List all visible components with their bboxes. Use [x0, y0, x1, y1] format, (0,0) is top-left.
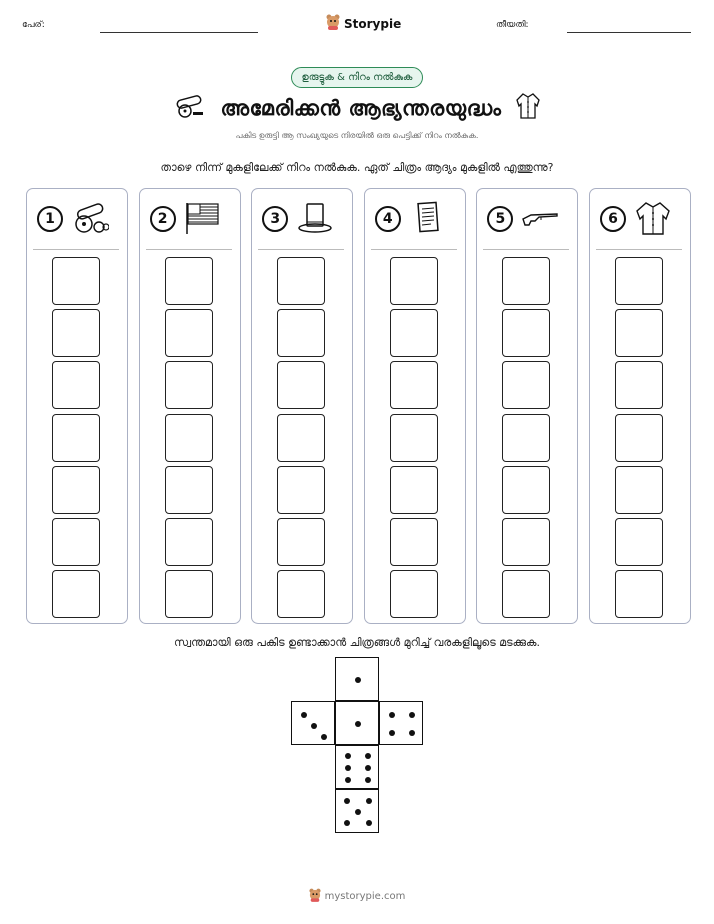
roll-column-6 [589, 188, 691, 624]
subtitle: പകിട ഉരുട്ടി ആ സംഖ്യയുടെ നിരയിൽ ഒരു പെട്ടിക്ക് നിറം നൽകുക. [235, 131, 479, 140]
color-box[interactable] [615, 570, 663, 618]
color-box[interactable] [165, 309, 213, 357]
dice-instruction: സ്വന്തമായി ഒരു പകിട ഉണ്ടാക്കാൻ ചിത്രങ്ങൾ മുറിച്ച് വരകളിലൂടെ മടക്കുക. [174, 636, 540, 649]
color-box[interactable] [52, 361, 100, 409]
column-divider [596, 249, 682, 250]
color-box[interactable] [277, 466, 325, 514]
color-box[interactable] [390, 466, 438, 514]
color-box[interactable] [390, 518, 438, 566]
color-box[interactable] [165, 570, 213, 618]
footer-site: mystorypie.com [324, 891, 406, 902]
date-field[interactable] [567, 32, 691, 33]
dice-pip [355, 721, 361, 727]
color-box[interactable] [277, 361, 325, 409]
bear-icon [309, 888, 321, 905]
footer [309, 888, 406, 905]
rifle-icon [521, 201, 559, 239]
dice-pip [345, 753, 351, 759]
top-hat-icon [296, 201, 334, 239]
color-box[interactable] [502, 257, 550, 305]
roll-column-5 [476, 188, 578, 624]
column-number: 5 [487, 206, 513, 232]
roll-column-2 [139, 188, 241, 624]
bear-icon [326, 14, 340, 33]
color-box[interactable] [277, 309, 325, 357]
color-box[interactable] [502, 361, 550, 409]
dice-pip [409, 712, 415, 718]
color-box[interactable] [390, 361, 438, 409]
dice-face-1 [335, 657, 379, 701]
column-divider [258, 249, 344, 250]
dice-pip [345, 777, 351, 783]
page-title: അമേരിക്കൻ ആഭ്യന്തരയുദ്ധം [220, 95, 502, 120]
dice-face-1 [335, 701, 379, 745]
roll-column-1 [26, 188, 128, 624]
column-number: 2 [150, 206, 176, 232]
dice-pip [389, 712, 395, 718]
color-box[interactable] [277, 518, 325, 566]
color-box[interactable] [502, 309, 550, 357]
dice-face-3 [291, 701, 335, 745]
color-box[interactable] [52, 518, 100, 566]
color-box[interactable] [165, 414, 213, 462]
document-icon [409, 201, 447, 239]
column-number: 3 [262, 206, 288, 232]
column-divider [371, 249, 457, 250]
dice-pip [365, 753, 371, 759]
color-box[interactable] [615, 414, 663, 462]
column-divider [33, 249, 119, 250]
color-box[interactable] [277, 570, 325, 618]
color-box[interactable] [615, 309, 663, 357]
cannon-icon [173, 94, 207, 122]
dice-face-6 [335, 745, 379, 789]
dice-pip [355, 809, 361, 815]
column-divider [146, 249, 232, 250]
color-box[interactable] [390, 309, 438, 357]
activity-tag: ഉരുട്ടുക & നിറം നൽകുക [291, 67, 424, 88]
color-box[interactable] [390, 257, 438, 305]
uniform-coat-icon [515, 92, 541, 124]
column-number: 1 [37, 206, 63, 232]
color-box[interactable] [502, 466, 550, 514]
roll-column-4 [364, 188, 466, 624]
color-box[interactable] [52, 309, 100, 357]
dice-pip [344, 820, 350, 826]
dice-pip [355, 677, 361, 683]
color-box[interactable] [615, 466, 663, 514]
column-number: 6 [600, 206, 626, 232]
color-box[interactable] [615, 361, 663, 409]
flag-icon [184, 201, 222, 239]
color-box[interactable] [390, 570, 438, 618]
dice-pip [301, 712, 307, 718]
color-box[interactable] [615, 257, 663, 305]
dice-pip [389, 730, 395, 736]
dice-pip [366, 820, 372, 826]
dice-pip [345, 765, 351, 771]
name-field[interactable] [100, 32, 258, 33]
date-label: തീയതി: [496, 20, 529, 30]
color-box[interactable] [502, 570, 550, 618]
column-divider [483, 249, 569, 250]
color-box[interactable] [52, 466, 100, 514]
color-box[interactable] [52, 414, 100, 462]
color-box[interactable] [165, 257, 213, 305]
roll-column-3 [251, 188, 353, 624]
color-box[interactable] [277, 257, 325, 305]
dice-pip [409, 730, 415, 736]
color-box[interactable] [165, 361, 213, 409]
dice-pip [321, 734, 327, 740]
color-box[interactable] [165, 466, 213, 514]
dice-face-5 [335, 789, 379, 833]
color-box[interactable] [502, 518, 550, 566]
color-box[interactable] [52, 257, 100, 305]
color-box[interactable] [165, 518, 213, 566]
brand-name: Storypie [344, 16, 402, 31]
name-label: പേര്: [22, 20, 45, 30]
dice-pip [365, 765, 371, 771]
color-box[interactable] [615, 518, 663, 566]
question: താഴെ നിന്ന് മുകളിലേക്ക് നിറം നൽകുക. ഏത് ചിത്രം ആദ്യം മുകളിൽ എത്തുന്നു? [160, 161, 554, 174]
color-box[interactable] [277, 414, 325, 462]
cannon-icon [71, 201, 109, 239]
color-box[interactable] [502, 414, 550, 462]
brand-logo [326, 14, 401, 33]
dice-face-4 [379, 701, 423, 745]
dice-pip [366, 798, 372, 804]
color-box[interactable] [390, 414, 438, 462]
dice-pip [311, 723, 317, 729]
column-number: 4 [375, 206, 401, 232]
color-box[interactable] [52, 570, 100, 618]
dice-pip [344, 798, 350, 804]
dice-pip [365, 777, 371, 783]
uniform-coat-icon [634, 201, 672, 239]
